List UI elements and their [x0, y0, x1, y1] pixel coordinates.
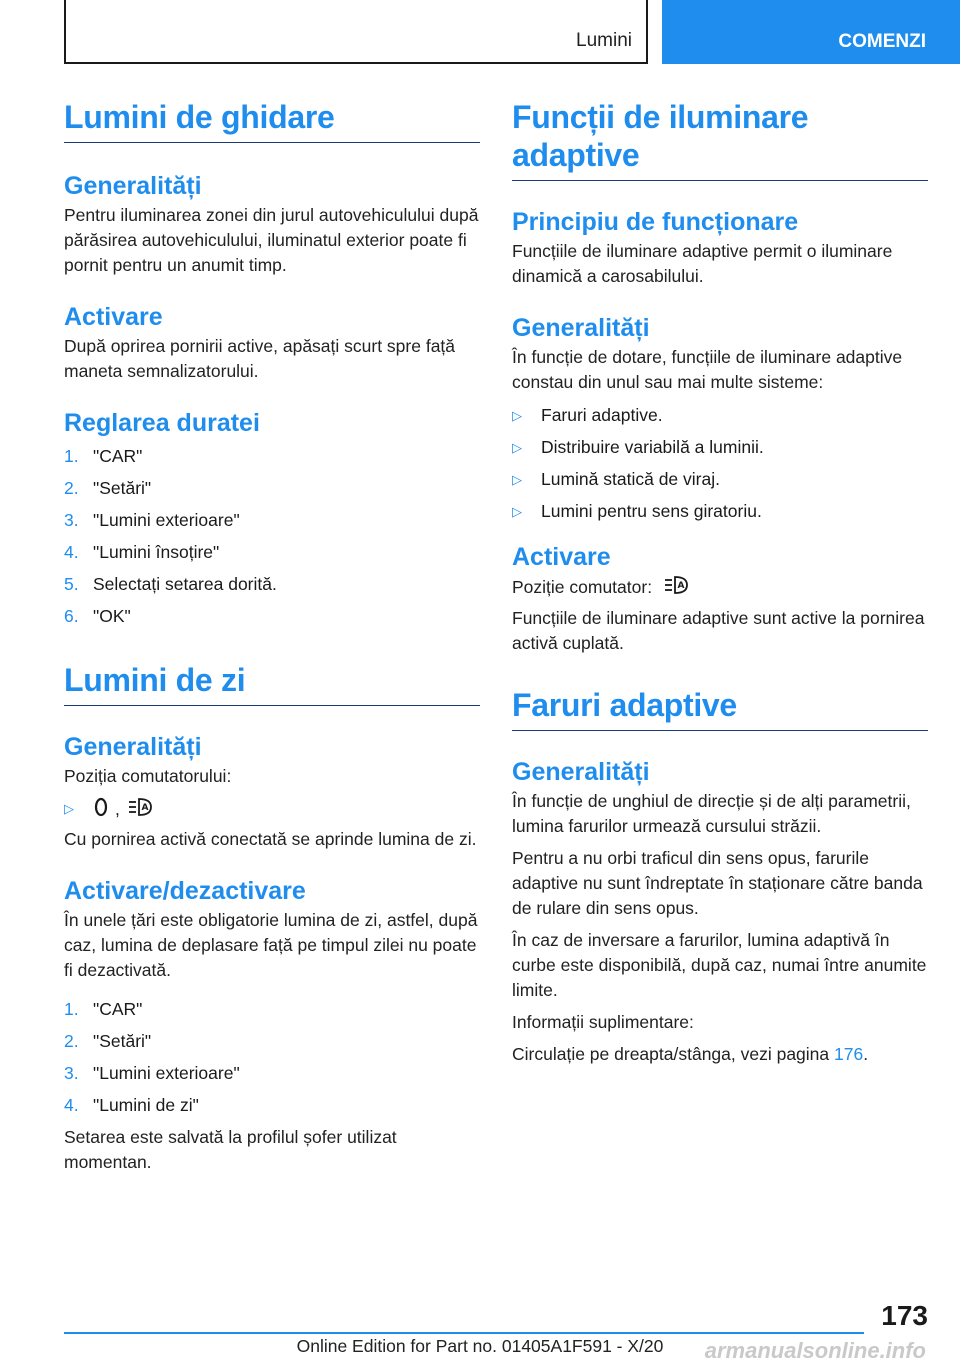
step-text: "Setări"	[93, 478, 152, 498]
step-number: 5.	[64, 574, 79, 594]
step-text: "OK"	[93, 606, 131, 626]
paragraph: Setarea este salvată la profilul șofer utilizat momentan.	[64, 1127, 397, 1172]
paragraph: Pentru iluminarea zonei din jurul autovehiculului după părăsirea autovehiculului, iluminatul exterior poate fi pornit pentru un anumit timp.	[64, 205, 479, 275]
subheading-activation: Activare	[64, 303, 163, 331]
subheading-general: Generalități	[64, 733, 202, 761]
list-text: Lumini pentru sens giratoriu.	[541, 501, 762, 521]
paragraph: Funcțiile de iluminare adaptive sunt active la pornirea activă cuplată.	[512, 608, 925, 653]
subheading-duration: Reglarea duratei	[64, 409, 260, 437]
list-item	[64, 1093, 480, 1118]
list-item	[64, 540, 480, 565]
paragraph	[512, 1042, 928, 1067]
right-column	[512, 98, 928, 1067]
step-number: 6.	[64, 606, 79, 626]
list-item	[64, 476, 480, 501]
switch-positions	[64, 795, 480, 823]
edition-footer: Online Edition for Part no. 01405A1F591 - X/20	[296, 1336, 664, 1356]
paragraph: După oprirea pornirii active, apăsați scurt spre față maneta semnalizatorului.	[64, 336, 456, 381]
bullet-triangle-icon: ▷	[64, 801, 74, 816]
heading-adaptive-functions: Funcții de iluminare adaptive	[512, 98, 928, 181]
step-number: 3.	[64, 510, 79, 530]
subheading-general: Generalități	[64, 172, 202, 200]
step-text: "Lumini însoțire"	[93, 542, 220, 562]
subheading-principle: Principiu de funcționare	[512, 208, 799, 236]
list-item	[64, 508, 480, 533]
paragraph: Informații suplimentare:	[512, 1012, 694, 1032]
systems-list	[512, 403, 928, 524]
step-text: "Lumini de zi"	[93, 1095, 199, 1115]
list-item	[64, 604, 480, 629]
bullet-triangle-icon: ▷	[512, 408, 522, 423]
step-text: "Setări"	[93, 1031, 152, 1051]
page-header	[0, 0, 960, 66]
paragraph: În unele țări este obligatorie lumina de zi, astfel, după caz, lumina de deplasare față pe timpul zilei nu poate fi dezactivată.	[64, 910, 478, 980]
list-item	[64, 997, 480, 1022]
paragraph: Poziția comutatorului:	[64, 766, 232, 786]
step-text: "CAR"	[93, 446, 143, 466]
step-text: "Lumini exterioare"	[93, 1063, 240, 1083]
chapter-tab[interactable]: COMENZI	[662, 0, 960, 64]
list-item	[512, 403, 928, 428]
light-switch-off-icon	[93, 796, 109, 823]
reference-end: .	[863, 1044, 869, 1064]
step-number: 4.	[64, 1095, 79, 1115]
list-item	[64, 444, 480, 469]
subheading-general: Generalități	[512, 758, 650, 786]
bullet-triangle-icon: ▷	[512, 472, 522, 487]
list-item	[64, 1029, 480, 1054]
light-switch-auto-icon	[664, 574, 690, 601]
subheading-toggle: Activare/dezactivare	[64, 877, 306, 905]
step-number: 2.	[64, 1031, 79, 1051]
section-tab[interactable]: Lumini	[64, 0, 648, 64]
svg-text:A: A	[677, 580, 685, 591]
paragraph: În funcție de unghiul de direcție și de alți parametrii, lumina farurilor urmează cursului străzii.	[512, 791, 911, 836]
bullet-triangle-icon: ▷	[512, 440, 522, 455]
svg-text:A: A	[141, 802, 149, 813]
step-text: "Lumini exterioare"	[93, 510, 240, 530]
list-item	[64, 1061, 480, 1086]
heading-daytime-lights: Lumini de zi	[64, 661, 480, 706]
paragraph: În funcție de dotare, funcțiile de iluminare adaptive constau din unul sau mai multe sisteme:	[512, 347, 903, 392]
paragraph: În caz de inversare a farurilor, lumina adaptivă în curbe este disponibilă, după caz, numai între anumite limite.	[512, 930, 927, 1000]
reference-text: Circulație pe dreapta/stânga, vezi pagina	[512, 1044, 830, 1064]
page-number: 173	[881, 1300, 928, 1331]
step-text: Selectați setarea dorită.	[93, 574, 277, 594]
duration-steps	[64, 444, 480, 629]
watermark: armanualsonline.info	[704, 1338, 926, 1363]
subheading-general: Generalități	[512, 314, 650, 342]
page-reference-link[interactable]: 176	[834, 1044, 864, 1064]
list-text: Faruri adaptive.	[541, 405, 663, 425]
heading-guide-lights: Lumini de ghidare	[64, 98, 480, 143]
list-text: Distribuire variabilă a luminii.	[541, 437, 764, 457]
step-number: 1.	[64, 999, 79, 1019]
list-item	[64, 572, 480, 597]
step-number: 1.	[64, 446, 79, 466]
footer-divider	[64, 1332, 864, 1334]
paragraph: Funcțiile de iluminare adaptive permit o iluminare dinamică a carosabilului.	[512, 241, 893, 286]
step-number: 3.	[64, 1063, 79, 1083]
heading-adaptive-headlights: Faruri adaptive	[512, 686, 928, 731]
subheading-activation: Activare	[512, 543, 611, 571]
list-text: Lumină statică de viraj.	[541, 469, 720, 489]
paragraph: Cu pornirea activă conectată se aprinde lumina de zi.	[64, 829, 477, 849]
list-item	[512, 467, 928, 492]
list-item	[512, 499, 928, 524]
paragraph: Poziție comutator:	[512, 576, 653, 597]
switch-position-line	[512, 574, 928, 600]
light-switch-auto-icon	[128, 796, 154, 823]
paragraph: Pentru a nu orbi traficul din sens opus, farurile adaptive nu sunt îndreptate în staționare către banda de rulare din sens opus.	[512, 848, 923, 918]
separator: ,	[115, 798, 120, 819]
step-text: "CAR"	[93, 999, 143, 1019]
step-number: 4.	[64, 542, 79, 562]
toggle-steps	[64, 997, 480, 1118]
step-number: 2.	[64, 478, 79, 498]
bullet-triangle-icon: ▷	[512, 504, 522, 519]
list-item	[512, 435, 928, 460]
left-column	[64, 98, 480, 1175]
